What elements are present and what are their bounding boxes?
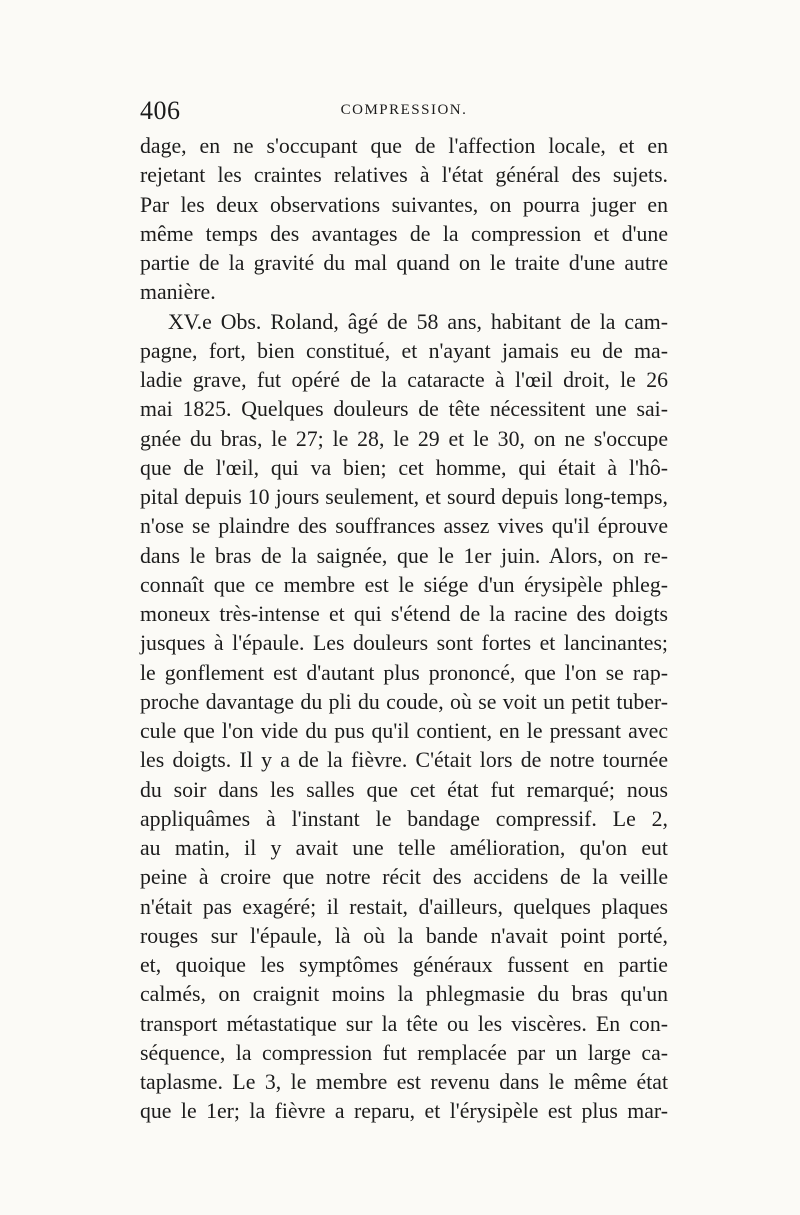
body-text <box>140 132 668 1127</box>
page-number: 406 <box>140 96 181 125</box>
text-line: taplasme. Le 3, le membre est revenu dans le même état <box>140 1070 668 1094</box>
text-line: appliquâmes à l'instant le bandage compressif. Le 2, <box>140 806 668 831</box>
text-line: que de l'œil, qui va bien; cet homme, qui était à l'hô- <box>140 455 668 480</box>
text-line: calmés, on craignit moins la phlegmasie du bras qu'un <box>140 982 668 1007</box>
text-line: rejetant les craintes relatives à l'état général des sujets. <box>140 163 668 188</box>
text-line: XV.e Obs. Roland, âgé de 58 ans, habitant de la cam- <box>168 309 668 334</box>
text-line: au matin, il y avait une telle amélioration, qu'on eut <box>140 836 668 860</box>
text-line: n'était pas exagéré; il restait, d'ailleurs, quelques plaques <box>140 894 668 919</box>
text-line: et, quoique les symptômes généraux fussent en partie <box>140 953 668 977</box>
text-line: pital depuis 10 jours seulement, et sourd depuis long-temps, <box>140 485 668 509</box>
text-line: manière. <box>140 280 216 305</box>
text-line: jusques à l'épaule. Les douleurs sont fortes et lancinantes; <box>140 631 668 656</box>
paragraph-2 <box>140 308 668 1127</box>
text-line: du soir dans les salles que cet état fut remarqué; nous <box>140 777 668 802</box>
text-line: gnée du bras, le 27; le 28, le 29 et le 30, on ne s'occupe <box>140 426 668 451</box>
text-line: peine à croire que notre récit des accidens de la veille <box>140 865 668 890</box>
text-line: transport métastatique sur la tête ou les viscères. En con- <box>140 1011 668 1036</box>
text-line: dans le bras de la saignée, que le 1er juin. Alors, on re- <box>140 543 668 568</box>
page-header <box>140 96 668 130</box>
text-line: moneux très-intense et qui s'étend de la racine des doigts <box>140 602 668 626</box>
paragraph-1 <box>140 132 668 308</box>
text-line: connaît que ce membre est le siége d'un érysipèle phleg- <box>140 572 668 597</box>
text-line: même temps des avantages de la compression et d'une <box>140 221 668 246</box>
text-line: Par les deux observations suivantes, on pourra juger en <box>140 192 668 217</box>
text-line: n'ose se plaindre des souffrances assez vives qu'il éprouve <box>140 514 668 539</box>
text-line: cule que l'on vide du pus qu'il contient, en le pressant avec <box>140 719 668 743</box>
text-line: que le 1er; la fièvre a reparu, et l'érysipèle est plus mar- <box>140 1099 668 1124</box>
running-head: COMPRESSION. <box>340 102 468 118</box>
text-line: ladie grave, fut opéré de la cataracte à l'œil droit, le 26 <box>140 368 668 392</box>
text-line: proche davantage du pli du coude, où se voit un petit tuber- <box>140 689 668 714</box>
text-line: mai 1825. Quelques douleurs de tête nécessitent une sai- <box>140 397 668 422</box>
text-line: le gonflement est d'autant plus prononcé, que l'on se rap- <box>140 660 668 685</box>
text-line: séquence, la compression fut remplacée par un large ca- <box>140 1040 668 1065</box>
text-line: dage, en ne s'occupant que de l'affection locale, et en <box>140 134 668 158</box>
text-line: partie de la gravité du mal quand on le traite d'une autre <box>140 251 668 275</box>
text-line: les doigts. Il y a de la fièvre. C'était lors de notre tournée <box>140 748 668 773</box>
text-line: rouges sur l'épaule, là où la bande n'avait point porté, <box>140 923 668 948</box>
text-line: pagne, fort, bien constitué, et n'ayant jamais eu de ma- <box>140 338 668 363</box>
